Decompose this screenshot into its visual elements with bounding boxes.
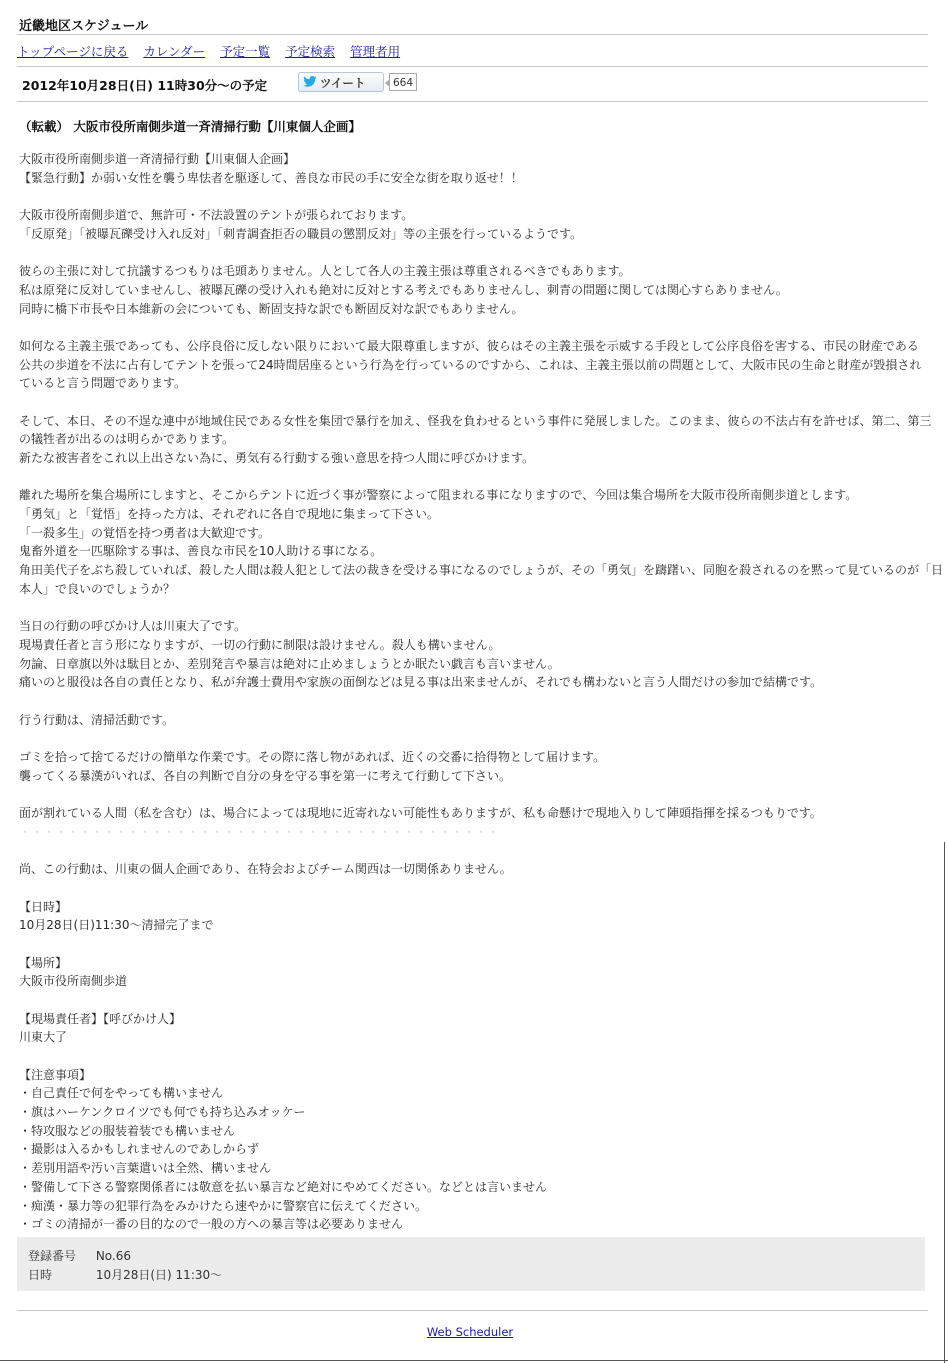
description-line: 【注意事項】 [19,1067,92,1082]
registration-date-row [28,1266,222,1283]
faded-line: ・・・・・・・・・・・・・・・・・・・・・・・・・・・・・・・・・・・・・・・・ [19,824,500,839]
blank-line [19,841,929,860]
description-line: 川東大了 [19,1030,68,1045]
description-line: 面が割れている人間（私を含む）は、場合によっては現地に近寄れない可能性もありますが、私も命懸けで現地入りして陣頭指揮を採るつもりです。 [19,806,822,821]
description-line: 私は原発に反対していませんし、被曝瓦礫の受け入れも絶対に反対とする考えでもありませんし、刺青の問題に関しては関心すらありません。 [19,282,788,297]
event-description [19,150,944,1234]
description-line: 「反原発」「被曝瓦礫受け入れ反対」「刺青調査拒否の職員の懲罰反対」等の主張を行っているようです。 [19,226,583,241]
bottom-frame-border [0,1360,948,1361]
description-line: 【日時】 [19,899,68,914]
registration-date-label: 日時 [28,1268,53,1282]
right-frame-border [944,842,945,1363]
site-title: 近畿地区スケジュール [19,19,149,34]
description-line: 大阪市役所南側歩道一斉清掃行動【川東個人企画】 [19,152,296,166]
nav-schedule-search-link[interactable]: 予定検索 [285,44,336,59]
event-title: （転載） 大阪市役所南側歩道一斉清掃行動【川東個人企画】 [19,119,361,134]
description-line: ・旗はハーケンクロイツでも何でも持ち込みオッケー [19,1105,306,1120]
registration-info [17,1237,925,1291]
description-line: 勿論、日章旗以外は駄目とか、差別発言や暴言は絶対に止めましょうとか眠たい戯言も言いません。 [19,656,560,671]
description-line: ゴミを拾って捨てるだけの簡単な作業です。その際に落し物があれば、近くの交番に拾得物として届けます。 [19,750,606,764]
blank-line [19,692,929,711]
description-line: ・特攻服などの服装着装でも構いません [19,1123,236,1138]
description-line: 尚、この行動は、川東の個人企画であり、在特会およびチーム関西は一切関係ありません。 [19,862,512,877]
event-date-bar [17,66,928,102]
description-line: 襲ってくる暴漢がいれば、各自の判断で自分の身を守る事を第一に考えて行動して下さい。 [19,768,512,783]
blank-line [19,468,929,487]
description-line: 大阪市役所南側歩道で、無許可・不法設置のテントが張られております。 [19,208,414,223]
blank-line [19,318,929,337]
description-line: 「勇気」と「覚悟」を持った方は、それぞれに各自で現地に集まって下さい。 [19,507,440,522]
description-line: ・自己責任で何をやっても構いません [19,1086,224,1101]
description-line: 本人」で良いのでしょうか？ [19,581,176,596]
top-nav [17,42,411,60]
description-line: 公共の歩道を不法に占有してテントを張って24時間居座るという行為を行っているのですから、これは、主義主張以前の問題として、大阪市民の生命と財産が毀損され [19,357,922,372]
description-line: ・ゴミの清掃が一番の目的なので一般の方への暴言等は必要ありません [19,1217,404,1232]
description-line: 如何なる主義主張であっても、公序良俗に反しない限りにおいて最大限尊重しますが、彼らはその主義主張を示威する手段として公序良俗を害する、市民の財産である [19,338,919,353]
nav-top-page-link[interactable]: トップページに戻る [17,44,129,59]
blank-line [19,599,929,618]
blank-line [19,393,929,412]
blank-line [19,785,929,804]
description-line: 行う行動は、清掃活動です。 [19,712,175,727]
description-line: そして、本日、その不逞な連中が地域住民である女性を集団で暴行を加え、怪我を負わせるという事件に発展しました。このまま、彼らの不法占有を許せば、第二、第三 [19,413,932,428]
description-line: 大阪市役所南側歩道 [19,974,128,989]
blank-line [19,187,929,206]
registration-number-label: 登録番号 [28,1249,77,1263]
description-line: 角田美代子をぶち殺していれば、殺した人間は殺人犯として法の裁きを受ける事になるのでしょうが、その「勇気」を躊躇い、同胞を殺されるのを黙って見ているのが「日 [19,563,944,578]
description-line: ・差別用語や汚い言葉遣いは全然、構いません [19,1161,272,1176]
description-line: の犠牲者が出るのは明らかであります。 [19,432,235,447]
tweet-button-label: ツイート [320,76,366,90]
blank-line [19,935,929,954]
nav-admin-link[interactable]: 管理者用 [350,44,401,59]
nav-schedule-list-link[interactable]: 予定一覧 [220,44,271,59]
description-line: 同時に橋下市長や日本維新の会についても、断固支持な訳でも断固反対な訳でもありません。 [19,301,524,316]
footer-divider [17,1310,928,1311]
tweet-button[interactable] [298,72,384,92]
description-line: 痛いのと服役は各自の責任となり、私が弁護士費用や家族の面倒などは見る事は出来ませんが、それでも構わないと言う人間だけの参加で結構です。 [19,675,823,690]
registration-number-row [28,1247,131,1264]
description-line: ・痴漢・暴力等の犯罪行為をみかけたら速やかに警察官に伝えてください。 [19,1198,428,1213]
description-line: ・撮影は入るかもしれませんのであしからず [19,1142,260,1157]
description-line: 10月28日(日)11:30～清掃完了まで [19,918,214,933]
footer [0,1325,940,1339]
description-line: 当日の行動の呼びかけ人は川東大了です。 [19,619,247,634]
blank-line [19,243,929,262]
registration-number-value: No.66 [95,1249,132,1263]
blank-line [19,991,929,1010]
description-line: 離れた場所を集合場所にしますと、そこからテントに近づく事が警察によって阻まれる事になりますので、今回は集合場所を大阪市役所南側歩道とします。 [19,488,858,503]
description-line: 新たな被害者をこれ以上出さない為に、勇気有る行動する強い意思を持つ人間に呼びかけます。 [19,451,535,465]
event-date: 2012年10月28日(日) 11時30分～の予定 [22,78,268,93]
description-line: 【緊急行動】か弱い女性を襲う卑怯者を駆逐して、善良な市民の手に安全な街を取り返せ！！ [19,170,523,185]
description-line: 「一殺多生」の覚悟を持つ勇者は大歓迎です。 [19,525,271,540]
blank-line [19,879,929,898]
nav-calendar-link[interactable]: カレンダー [143,44,206,59]
web-scheduler-link[interactable]: Web Scheduler [426,1325,514,1339]
description-line: ・警備して下さる警察関係者には敬意を払い暴言など絶対にやめてください。などとは言いません [19,1179,548,1194]
registration-date-value: 10月28日(日) 11:30～ [95,1268,223,1282]
description-line: ていると言う問題であります。 [19,376,187,391]
blank-line [19,729,929,748]
description-line: 【場所】 [19,955,68,970]
description-line: 【現場責任者】【呼びかけ人】 [19,1011,182,1026]
tweet-count[interactable]: 664 [389,73,417,91]
twitter-bird-icon [303,76,317,88]
description-line: 彼らの主張に対して抗議するつもりは毛頭ありません。人として各人の主義主張は尊重されるべきでもあります。 [19,264,631,279]
description-line: 鬼畜外道を一匹駆除する事は、善良な市民を10人助ける事になる。 [19,544,383,559]
header-divider [17,34,928,35]
description-line: 現場責任者と言う形になりますが、一切の行動に制限は設けません。殺人も構いません。 [19,637,501,652]
blank-line [19,1047,929,1066]
